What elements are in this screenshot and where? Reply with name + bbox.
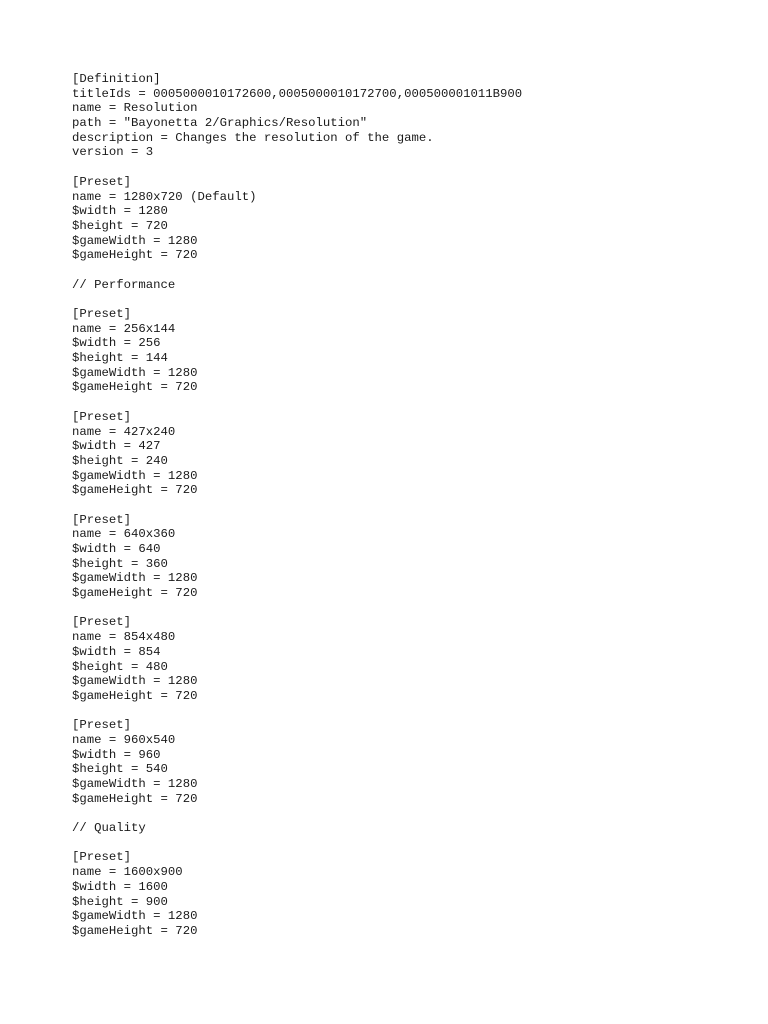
comment-line: // Performance xyxy=(72,277,176,292)
section-header: [Preset] xyxy=(72,615,132,630)
config-line: $gameHeight = 720 xyxy=(72,586,198,601)
config-line: $gameHeight = 720 xyxy=(72,483,198,498)
document-page xyxy=(72,72,732,939)
config-line: $gameWidth = 1280 xyxy=(72,674,198,689)
config-line: $height = 720 xyxy=(72,218,168,233)
section-header: [Preset] xyxy=(72,307,132,321)
config-line: $width = 854 xyxy=(72,644,161,659)
config-line: $width = 1600 xyxy=(72,879,168,894)
comment-line: // Quality xyxy=(72,821,146,836)
config-line: $height = 480 xyxy=(72,659,168,674)
config-line: name = 256x144 xyxy=(72,321,176,336)
config-line: $width = 427 xyxy=(72,439,161,454)
config-line: name = 640x360 xyxy=(72,527,176,542)
blank-line xyxy=(72,160,732,175)
config-line: $width = 640 xyxy=(72,542,161,556)
config-line: $height = 144 xyxy=(72,351,168,366)
config-line: path = "Bayonetta 2/Graphics/Resolution" xyxy=(72,116,368,131)
config-line: $width = 1280 xyxy=(72,204,168,219)
config-line: $gameWidth = 1280 xyxy=(72,468,198,483)
config-line: $gameHeight = 720 xyxy=(72,248,198,263)
blank-line xyxy=(72,263,732,278)
config-line: name = 960x540 xyxy=(72,732,176,747)
section-header: [Preset] xyxy=(72,850,132,865)
blank-line xyxy=(72,292,732,307)
config-line: description = Changes the resolution of the game. xyxy=(72,130,434,145)
config-line: name = 1280x720 (Default) xyxy=(72,189,257,204)
config-line: version = 3 xyxy=(72,145,154,160)
config-line: $width = 256 xyxy=(72,336,161,351)
config-line: $gameWidth = 1280 xyxy=(72,233,198,248)
config-line: name = 427x240 xyxy=(72,424,176,439)
blank-line xyxy=(72,704,732,719)
section-header: [Preset] xyxy=(72,174,132,189)
config-line: $gameHeight = 720 xyxy=(72,380,198,395)
blank-line xyxy=(72,601,732,616)
config-line: $gameWidth = 1280 xyxy=(72,365,198,380)
config-line: name = Resolution xyxy=(72,101,198,116)
section-header: [Preset] xyxy=(72,718,132,733)
section-header: [Preset] xyxy=(72,512,132,527)
config-line: name = 854x480 xyxy=(72,630,176,645)
config-line: $gameHeight = 720 xyxy=(72,923,198,938)
config-line: $gameWidth = 1280 xyxy=(72,909,198,924)
config-line: $height = 240 xyxy=(72,453,168,468)
config-line: name = 1600x900 xyxy=(72,865,183,880)
blank-line xyxy=(72,498,732,513)
section-header: [Definition] xyxy=(72,72,161,86)
blank-line xyxy=(72,395,732,410)
config-line: $width = 960 xyxy=(72,747,161,762)
blank-line xyxy=(72,806,732,821)
config-line: $gameWidth = 1280 xyxy=(72,777,198,791)
config-line: $gameHeight = 720 xyxy=(72,791,198,806)
blank-line xyxy=(72,836,732,851)
config-line: $height = 360 xyxy=(72,556,168,571)
config-line: $height = 900 xyxy=(72,894,168,909)
config-line: $height = 540 xyxy=(72,762,168,777)
config-line: $gameWidth = 1280 xyxy=(72,571,198,586)
config-line: $gameHeight = 720 xyxy=(72,688,198,703)
config-line: titleIds = 0005000010172600,0005000010172700,000500001011B900 xyxy=(72,86,523,101)
section-header: [Preset] xyxy=(72,409,132,424)
